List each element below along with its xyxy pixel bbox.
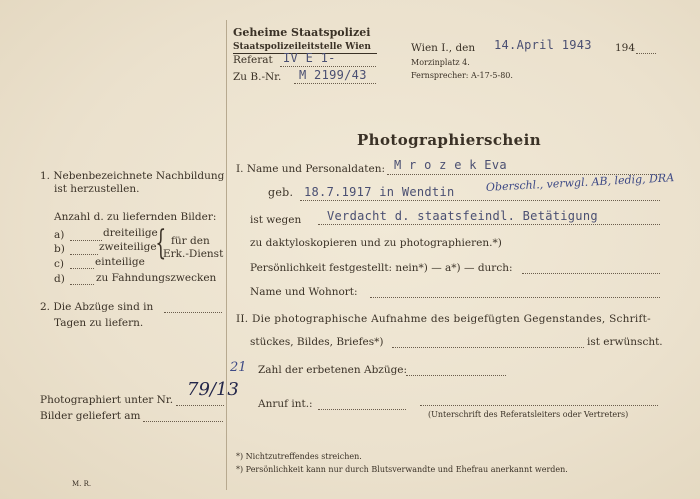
phone: Fernsprecher: A-17-5-80.: [411, 71, 513, 80]
abzuege-dots: [406, 375, 506, 376]
item2-line1: II. Die photographische Aufnahme des beigefügten Gegenstandes, Schrift-: [236, 313, 651, 325]
brace-label-2: Erk.-Dienst: [163, 248, 224, 260]
count-label: Anzahl d. zu liefernden Bilder:: [54, 211, 217, 223]
bnr-dots: [294, 83, 376, 84]
pers-label: Persönlichkeit festgestellt: nein*) — a*) — durch:: [250, 262, 513, 274]
opt-b-label: zweiteilige: [99, 241, 157, 253]
wegen-label: ist wegen: [250, 214, 302, 226]
office-name: Staatspolizeileitstelle Wien: [233, 42, 371, 52]
wegen-value: Verdacht d. staatsfeindl. Betätigung: [327, 209, 598, 223]
geb-label: geb.: [268, 186, 294, 199]
name-label: I. Name und Personaldaten:: [236, 163, 385, 175]
opt-a-key: a): [54, 229, 65, 241]
geb-dots: [300, 200, 660, 201]
brace-label-1: für den: [171, 235, 210, 247]
form-title: Photographierschein: [357, 131, 542, 149]
opt-a-dots: [70, 240, 102, 241]
column-divider: [226, 20, 227, 490]
year-suffix: 194: [615, 42, 636, 54]
anruf-label: Anruf int.:: [258, 398, 313, 410]
item2-dots-right: [392, 347, 584, 348]
opt-d-label: zu Fahndungszwecken: [96, 272, 217, 284]
left-item1-line1: 1. Nebenbezeichnete Nachbildung: [40, 170, 225, 182]
bnr-label: Zu B.-Nr.: [233, 71, 282, 83]
opt-c-dots: [70, 268, 94, 269]
address: Morzinplatz 4.: [411, 58, 470, 67]
geb-value: 18.7.1917 in Wendtin: [304, 185, 455, 199]
date-value: 14.April 1943: [494, 38, 592, 52]
delivered-label: Bilder geliefert am: [40, 410, 141, 422]
left-item2-line2: Tagen zu liefern.: [54, 317, 144, 329]
opt-c-label: einteilige: [95, 256, 145, 268]
anruf-dots: [318, 409, 406, 410]
opt-b-key: b): [54, 243, 65, 255]
opt-a-label: dreiteilige: [103, 227, 158, 239]
delivered-dots: [143, 421, 223, 422]
signature-caption: (Unterschrift des Referatsleiters oder Vertreters): [428, 410, 629, 419]
options-brace: {: [155, 223, 167, 263]
pers-dots: [522, 273, 660, 274]
left-item2-line1: 2. Die Abzüge sind in: [40, 301, 154, 313]
footnote-1: *) Nichtzutreffendes streichen.: [236, 452, 362, 461]
opt-c-key: c): [54, 258, 64, 270]
referat-dots: [280, 66, 376, 67]
opt-d-key: d): [54, 273, 65, 285]
item2-dots: [164, 312, 222, 313]
dakty-text: zu daktyloskopieren und zu photographieren.*): [250, 237, 502, 249]
name-value: M r o z e k Eva: [394, 158, 507, 172]
referat-value: IV E 1-: [283, 51, 336, 65]
erwuenscht-text: ist erwünscht.: [587, 336, 663, 348]
geb-handwritten: Oberschl., verwgl. AB, ledig, DRA: [485, 171, 675, 194]
photographed-label: Photographiert unter Nr.: [40, 394, 174, 406]
photographed-dots: [176, 405, 224, 406]
wegen-dots: [318, 224, 660, 225]
name-wohnort-label: Name und Wohnort:: [250, 286, 358, 298]
photographed-number-sup: 21: [230, 360, 247, 375]
signature-line: [420, 405, 658, 406]
abzuege-label: Zahl der erbetenen Abzüge:: [258, 364, 408, 376]
item2-line2: stückes, Bildes, Briefes*): [250, 336, 384, 348]
left-item1-line2: ist herzustellen.: [54, 183, 140, 195]
year-dots: [636, 53, 656, 54]
opt-b-dots: [70, 254, 98, 255]
referat-label: Referat: [233, 54, 273, 66]
footnote-2: *) Persönlichkeit kann nur durch Blutsverwandte und Ehefrau anerkannt werden.: [236, 465, 568, 474]
place-label: Wien I., den: [411, 42, 476, 54]
photographed-number: 79/13: [187, 379, 239, 400]
opt-d-dots: [70, 284, 94, 285]
name-wohnort-dots: [370, 297, 660, 298]
footer-code: M. R.: [72, 480, 92, 488]
bnr-value: M 2199/43: [299, 68, 367, 82]
agency-name: Geheime Staatspolizei: [233, 26, 371, 39]
